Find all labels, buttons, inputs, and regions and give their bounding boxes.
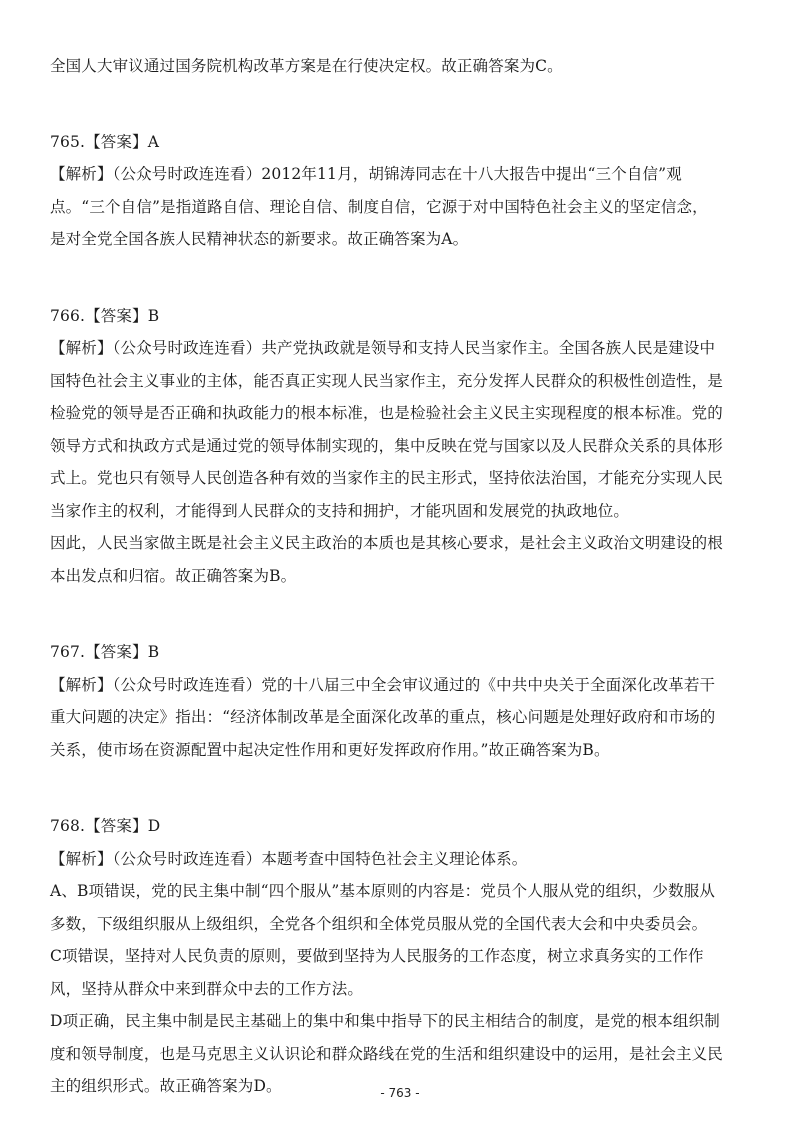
explanation-line: 度和领导制度，也是马克思主义认识论和群众路线在党的生活和组织建设中的运用，是社会主义民 [50, 1044, 723, 1063]
explanation-line: 当家作主的权利，才能得到人民群众的支持和拥护，才能巩固和发展党的执政地位。 [50, 501, 630, 520]
explanation-line: 式上。党也只有领导人民创造各种有效的当家作主的民主形式，坚持依法治国，才能充分实现人民 [50, 469, 723, 487]
explanation-line: 【解析】（公众号时政连连看）本题考查中国特色社会主义理论体系。 [50, 849, 528, 868]
explanation-line: 检验党的领导是否正确和执政能力的根本标准，也是检验社会主义民主实现程度的根本标准。党的 [50, 404, 723, 422]
answer-block-765 [50, 126, 756, 256]
explanation-line: 【解析】（公众号时政连连看）党的十八届三中全会审议通过的《中共中央关于全面深化改革若干 [50, 675, 716, 694]
document-page [50, 50, 756, 1103]
explanation-line: 本出发点和归宿。故正确答案为B。 [50, 566, 297, 585]
answer-block-766 [50, 300, 756, 593]
explanation-line: 点。“三个自信”是指道路自信、理论自信、制度自信，它源于对中国特色社会主义的坚定信念， [50, 197, 708, 216]
answer-heading: 767.【答案】B [50, 643, 160, 661]
section-gap [50, 83, 756, 126]
section-gap [50, 256, 756, 300]
answer-heading: 766.【答案】B [50, 306, 160, 325]
explanation-line: A、B项错误，党的民主集中制“四个服从”基本原则的内容是：党员个人服从党的组织，少数服从 [50, 882, 716, 900]
explanation-line: 多数，下级组织服从上级组织，全党各个组织和全体党员服从党的全国代表大会和中央委员会。 [50, 914, 708, 933]
explanation-line: 风，坚持从群众中来到群众中去的工作方法。 [50, 979, 364, 998]
explanation-line: 【解析】（公众号时政连连看）共产党执政就是领导和支持人民当家作主。全国各族人民是建设中 [50, 339, 716, 357]
explanation-line: 重大问题的决定》指出：“经济体制改革是全面深化改革的重点，核心问题是处理好政府和市场的 [50, 708, 716, 726]
answer-heading: 765.【答案】A [50, 132, 160, 151]
explanation-line: 【解析】（公众号时政连连看）2012年11月，胡锦涛同志在十八大报告中提出“三个自信”观 [50, 165, 682, 183]
explanation-line: 是对全党全国各族人民精神状态的新要求。故正确答案为A。 [50, 230, 469, 248]
section-gap [50, 766, 756, 810]
explanation-line: D项正确，民主集中制是民主基础上的集中和集中指导下的民主相结合的制度，是党的根本组织制 [50, 1012, 720, 1030]
explanation-line: 关系，使市场在资源配置中起决定性作用和更好发挥政府作用。”故正确答案为B。 [50, 740, 610, 759]
explanation-line: C项错误，坚持对人民负责的原则，要做到坚持为人民服务的工作态度，树立求真务实的工作作 [50, 947, 704, 965]
section-gap [50, 592, 756, 636]
answer-heading: 768.【答案】D [50, 817, 161, 835]
answer-block-767 [50, 636, 756, 766]
explanation-line: 国特色社会主义事业的主体，能否真正实现人民当家作主，充分发挥人民群众的积极性创造性，是 [50, 371, 723, 390]
answer-block-768 [50, 810, 756, 1103]
explanation-line: 领导方式和执政方式是通过党的领导体制实现的，集中反映在党与国家以及人民群众关系的具体形 [50, 436, 723, 455]
page-number: - 763 - [380, 1086, 420, 1100]
explanation-line: 主的组织形式。故正确答案为D。 [50, 1077, 282, 1095]
explanation-line: 因此，人民当家做主既是社会主义民主政治的本质也是其核心要求，是社会主义政治文明建设的根 [50, 534, 723, 552]
intro-line: 全国人大审议通过国务院机构改革方案是在行使决定权。故正确答案为C。 [50, 57, 563, 75]
